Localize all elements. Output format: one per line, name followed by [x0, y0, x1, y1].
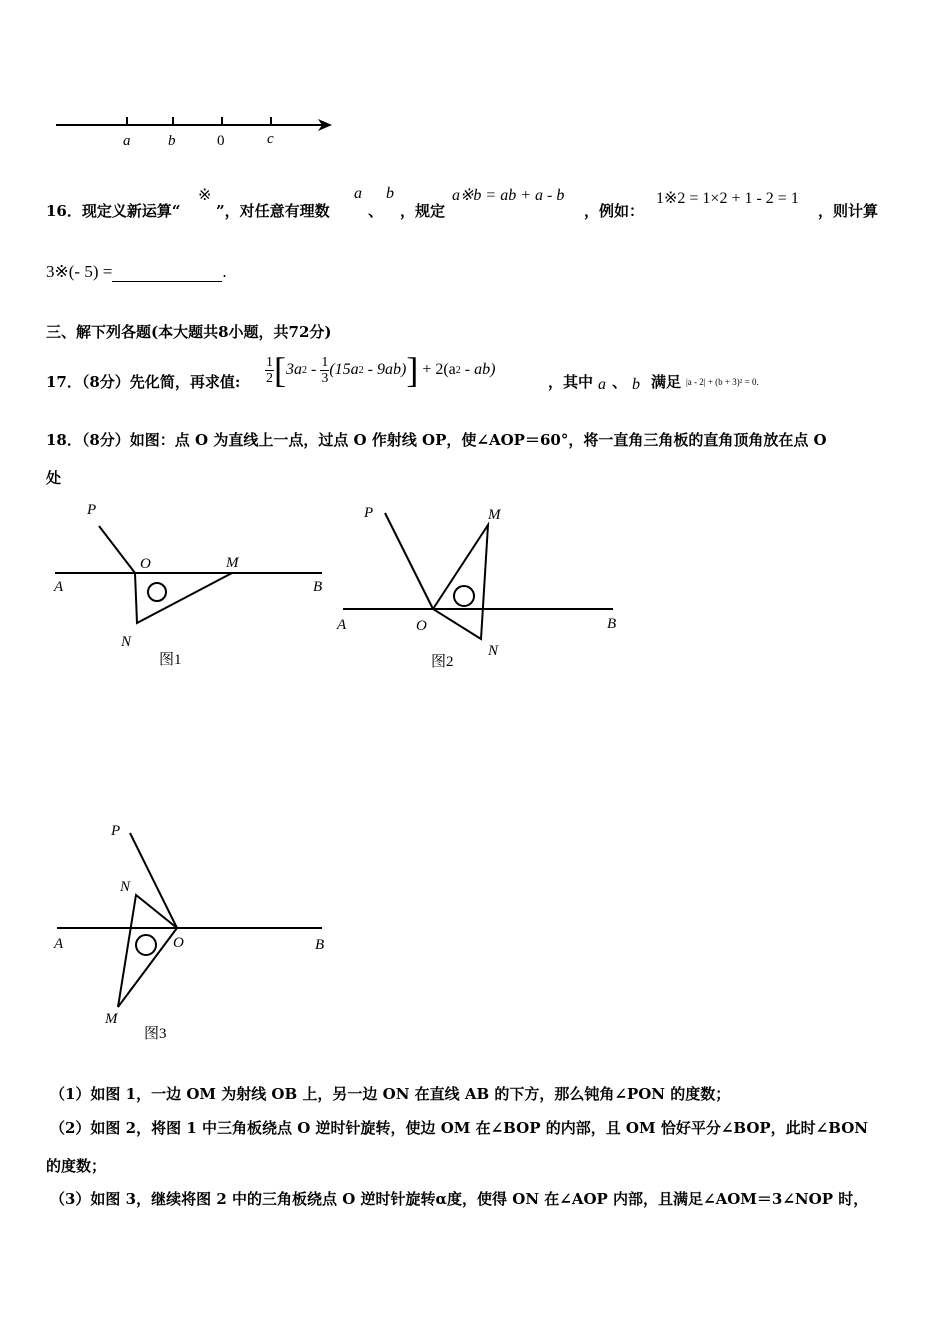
q18-line1: 18．（8分）如图：点 O 为直线上一点，过点 O 作射线 OP，使∠AOP＝60°，将一直角三角板的直角顶角放在点 O	[46, 431, 827, 449]
fig2-label-a: A	[337, 617, 347, 633]
fig3-caption: 图3	[144, 1026, 167, 1042]
q17-expression	[265, 347, 495, 393]
q16-rquote	[216, 200, 330, 221]
q17-frac-third	[320, 355, 329, 386]
q16-def-rhs: = ab + a - b	[485, 187, 565, 204]
q16-var-a: a	[354, 185, 362, 202]
fig2-caption: 图2	[431, 654, 454, 670]
q17-var-a: a	[598, 376, 606, 393]
q17-frac-half	[265, 355, 274, 386]
q17-text: （8分）先化简，再求值:	[81, 373, 241, 391]
fig2-label-m: M	[488, 507, 501, 523]
fig3-label-a: A	[54, 936, 64, 952]
q16-var-b: b	[386, 185, 394, 202]
q17-frac1-den: 2	[266, 370, 273, 386]
q17-condition-line	[686, 377, 759, 387]
q18-sub2b: 的度数；	[46, 1157, 107, 1175]
q16-part2: ，对任意有理数	[224, 202, 330, 220]
q16-symbol: ※	[198, 187, 212, 204]
q17-plus: + 2(a	[418, 361, 456, 378]
fig3-label-o: O	[173, 935, 184, 951]
q17-paren: (15a	[329, 361, 359, 378]
figure-1	[50, 495, 335, 675]
q17-satisfy: 满足	[651, 373, 682, 391]
q16-sep: 、	[368, 202, 384, 220]
q16-intro: 现定义新运算	[81, 202, 172, 220]
q17-period: .	[756, 377, 759, 387]
q16-rquote-mark: ”	[216, 202, 225, 220]
fig1-label-a: A	[54, 579, 64, 595]
q16-end: .	[222, 262, 227, 281]
q17-bracket-left: [	[274, 350, 286, 390]
number-line-label-a: a	[123, 133, 131, 149]
fig1-label-n: N	[121, 634, 132, 650]
q16-text	[46, 200, 181, 221]
fig3-circle	[136, 935, 156, 955]
fig3-label-n: N	[120, 879, 131, 895]
q17-frac2-den: 3	[321, 370, 329, 386]
q16-compute: 3※(- 5) =	[46, 262, 113, 281]
q16-part5: ，则计算	[818, 202, 879, 220]
fig1-label-o: O	[140, 556, 151, 572]
q18-line2: 处	[46, 469, 62, 487]
q18-sub3: （3）如图 3，继续将图 2 中的三角板绕点 O 逆时针旋转α度，使得 ON 在∠AOP 内部，且满足∠AOM＝3∠NOP 时，	[50, 1190, 869, 1208]
fig2-label-p: P	[364, 505, 374, 521]
section-3-title: 三、解下列各题(本大题共8小题，共72分)	[46, 323, 332, 341]
q16-example: 1※2 = 1×2 + 1 - 2 = 1	[656, 190, 799, 207]
q17-tail: - ab)	[460, 361, 496, 378]
q16-answer-blank[interactable]	[112, 265, 222, 282]
q16-def-lhs: a※b	[452, 187, 482, 204]
q17-exp-c: 2	[455, 364, 461, 376]
fig3-ray-op	[130, 833, 177, 928]
fig1-label-m: M	[226, 555, 239, 571]
figure-2	[330, 495, 630, 680]
number-line-label-0: 0	[217, 133, 225, 149]
q18-sub2a: （2）如图 2，将图 1 中三角板绕点 O 逆时针旋转，使边 OM 在∠BOP 的内部，且 OM 恰好平分∠BOP，此时∠BON	[50, 1119, 868, 1137]
q17-var-b: b	[632, 376, 640, 393]
fig2-circle	[454, 586, 474, 606]
fig1-caption: 图1	[159, 652, 182, 668]
q17-minus: -	[307, 361, 321, 378]
q16-part4: ，例如：	[584, 202, 645, 220]
number-line-label-c: c	[267, 131, 274, 147]
q17-exp-b: 2	[358, 364, 364, 376]
q17-bracket-right: ]	[406, 350, 419, 390]
q17-frac2-num: 1	[321, 354, 329, 370]
fig2-label-b: B	[607, 616, 617, 632]
figure-3	[50, 815, 340, 1045]
q16-number: 16．	[46, 202, 82, 220]
q16-compute-line	[46, 262, 227, 282]
fig3-label-b: B	[315, 937, 325, 953]
fig3-label-m: M	[105, 1011, 118, 1027]
fig2-label-o: O	[416, 618, 427, 634]
q16-lquote: “	[171, 202, 181, 220]
q17-frac1-num: 1	[266, 354, 273, 370]
q17-label	[46, 371, 240, 392]
fig1-ray-op	[99, 526, 135, 573]
q17-where: ，其中	[548, 373, 594, 391]
q17-number: 17．	[46, 373, 82, 391]
q17-exp-a: 2	[302, 364, 307, 376]
number-line-label-b: b	[168, 133, 176, 149]
fig1-label-p: P	[87, 502, 97, 518]
fig1-label-b: B	[313, 579, 323, 595]
q16-definition	[452, 185, 564, 205]
fig3-label-p: P	[111, 823, 121, 839]
q16-part3: ，规定	[400, 202, 446, 220]
fig2-label-n: N	[488, 643, 499, 659]
q17-paren-end: - 9ab)	[363, 361, 407, 378]
number-line	[50, 108, 350, 153]
fig1-circle	[148, 583, 166, 601]
q17-term1: 3a	[286, 361, 302, 378]
fig2-ray-op	[385, 513, 433, 609]
fig2-triangle	[433, 525, 488, 639]
q17-sep: 、	[612, 373, 628, 391]
q17-condition: |a - 2| + (b + 3)² = 0	[686, 377, 757, 387]
q18-sub1: （1）如图 1，一边 OM 为射线 OB 上，另一边 ON 在直线 AB 的下方，那么钝角∠PON 的度数；	[50, 1085, 731, 1103]
